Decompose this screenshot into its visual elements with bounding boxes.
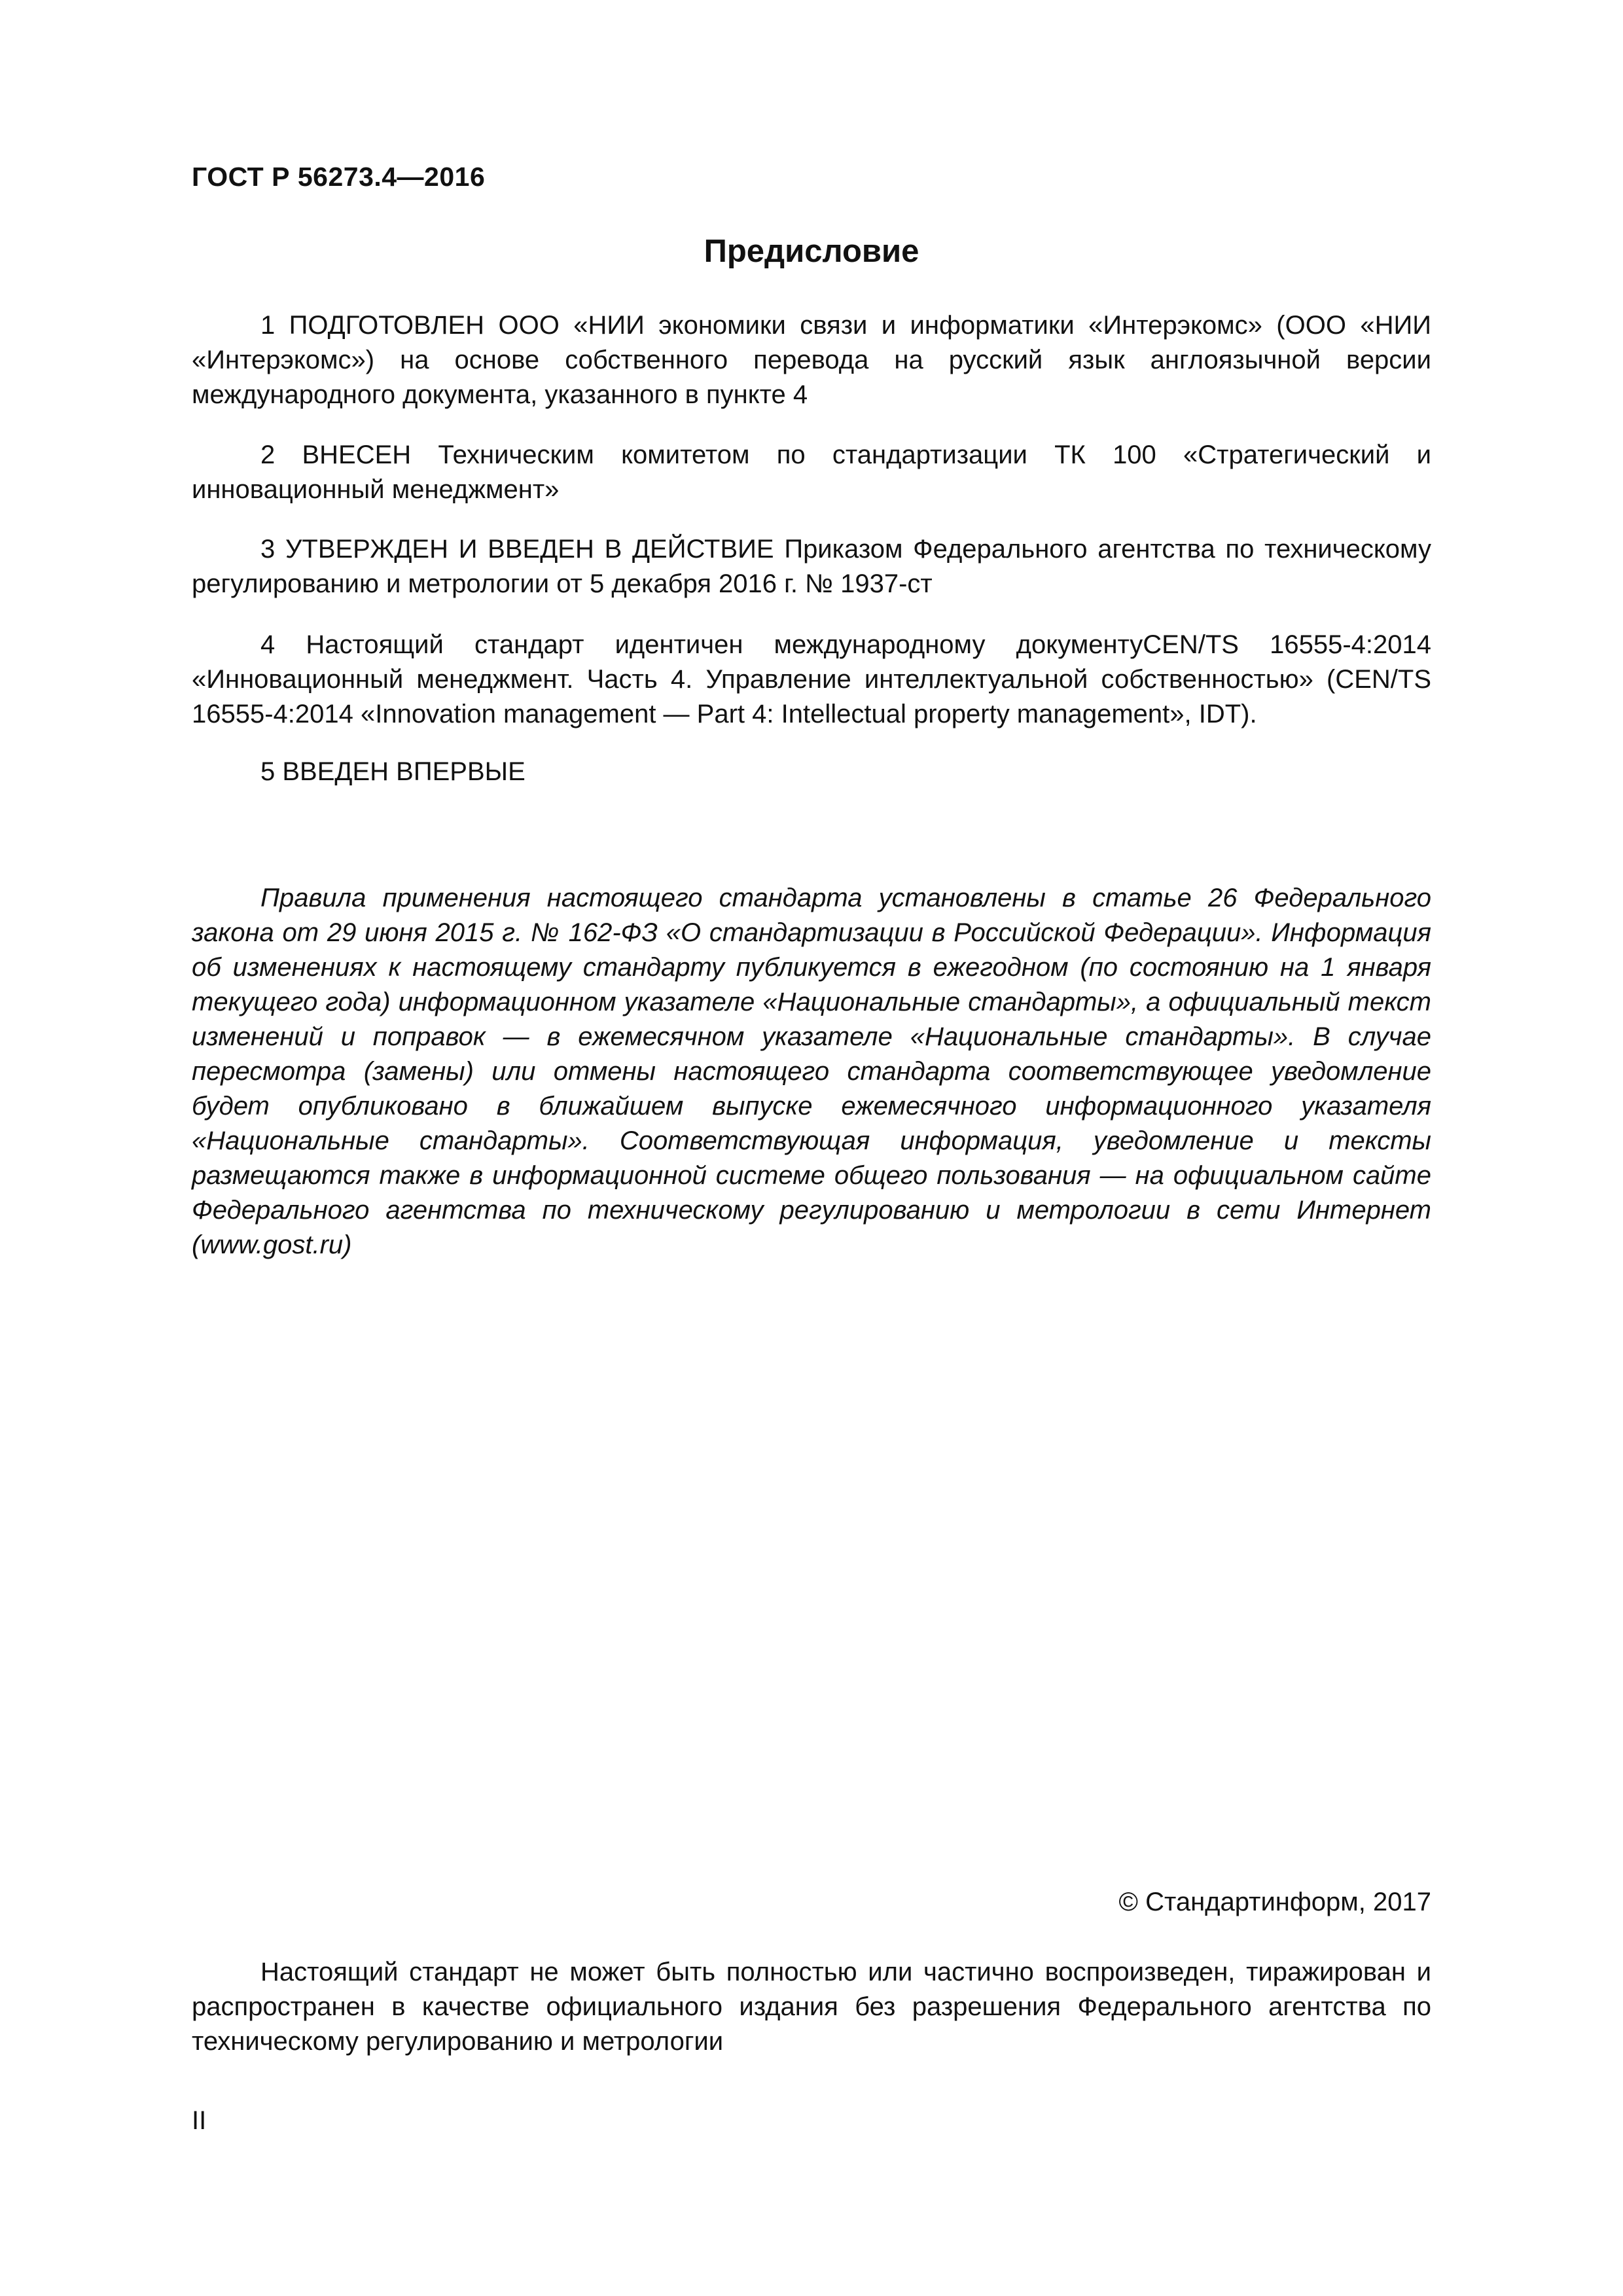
preface-item-4: [192, 628, 1431, 732]
item-number: 2: [260, 440, 276, 469]
application-rules-note: Правила применения настоящего стандарта установлены в статье 26 Федерального закона от 29 июня 2015 г. № 162-ФЗ «О стандартизации в Российской Федерации». Информация об изменениях к настоящему стандарту публикуется в ежегодном (по состоянию на 1 января текущего года) информационном указателе «Национальные стандарты», а официальный текст изменений и поправок — в ежемесячном указателе «Национальные стандарты». В случае пересмотра (замены) или отмены настоящего стандарта соответствующее уведомление будет опубликовано в ближайшем выпуске ежемесячного информационного указателя «Национальные стандарты». Соответствующая информация, уведомление и тексты размещаются также в информационной системе общего пользования — на официальном сайте Федерального агентства по техническому регулированию и метрологии в сети Интернет (www.gost.ru): [192, 884, 1431, 1259]
item-lead: УТВЕРЖДЕН И ВВЕДЕН В ДЕЙСТВИЕ: [285, 535, 774, 564]
item-lead: ПОДГОТОВЛЕН: [289, 311, 485, 340]
item-number: 5: [260, 757, 276, 786]
reproduction-notice: Настоящий стандарт не может быть полностью или частично воспроизведен, тиражирован и распространен в качестве официального издания без разрешения Федерального агентства по техническому регулированию и метрологии: [192, 1958, 1431, 2056]
preface-item-2: [192, 438, 1431, 507]
preface-item-1: [192, 308, 1431, 412]
item-lead: ВНЕСЕН: [302, 440, 412, 469]
preface-item-5: [192, 755, 1431, 789]
copyright-notice: © Стандартинформ, 2017: [1118, 1888, 1431, 1916]
item-text: Техническим комитетом по стандартизации ТК 100 «Стратегический и инновационный менеджмент»: [192, 440, 1431, 504]
preface-item-3: [192, 532, 1431, 601]
item-text: Настоящий стандарт идентичен международному документуCEN/TS 16555-4:2014 «Инновационный менеджмент. Часть 4. Управление интеллектуальной собственностью» (CEN/TS 16555-4:2014 «Innovation management — Part 4: Intellectual property management», IDT).: [192, 630, 1431, 728]
document-code: ГОСТ Р 56273.4—2016: [192, 162, 486, 192]
item-number: 1: [260, 311, 276, 340]
item-lead: ВВЕДЕН ВПЕРВЫЕ: [282, 757, 526, 786]
item-text: Приказом Федерального агентства по техническому регулированию и метрологии от 5 декабря 2016 г. № 1937-ст: [192, 535, 1431, 598]
item-text: ООО «НИИ экономики связи и информатики «Интерэкомс» (ООО «НИИ «Интерэкомс») на основе собственного перевода на русский язык англоязычной версии международного документа, указанного в пункте 4: [192, 311, 1431, 409]
item-number: 4: [260, 630, 276, 659]
item-number: 3: [260, 535, 276, 564]
page-number: II: [192, 2106, 207, 2135]
page-title: Предисловие: [704, 234, 919, 269]
